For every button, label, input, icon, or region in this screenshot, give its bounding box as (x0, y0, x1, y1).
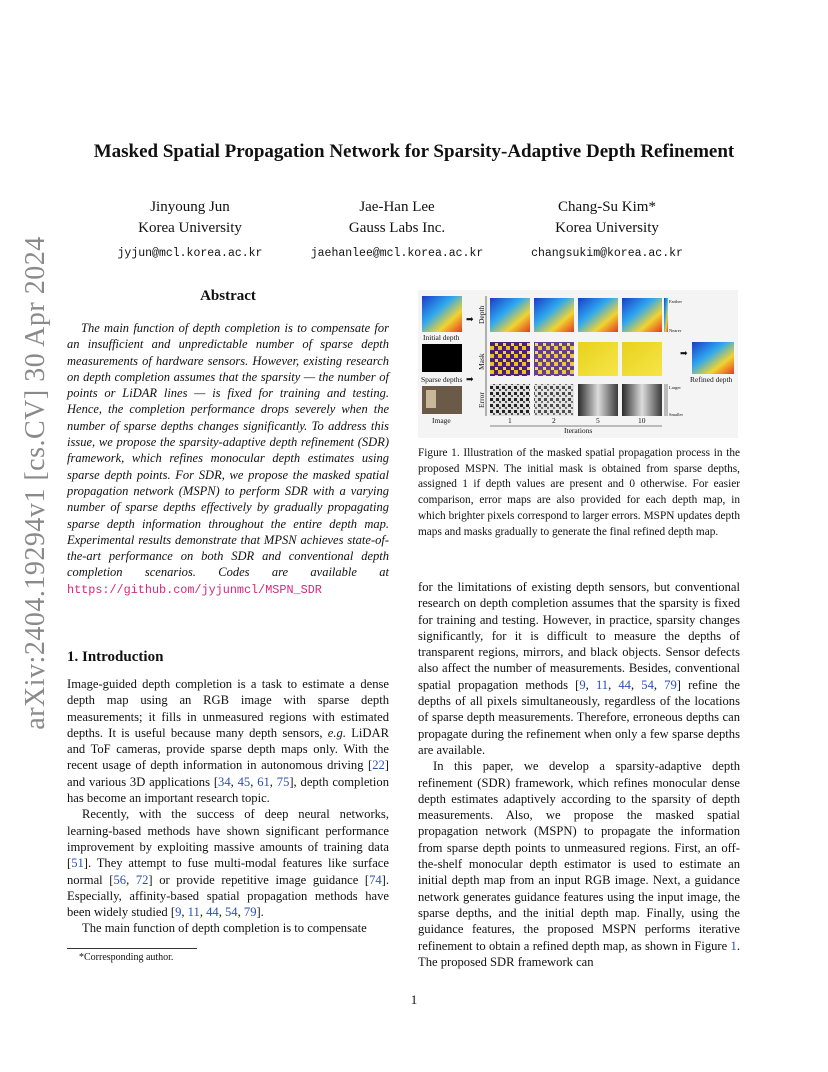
mask-iter-10 (622, 342, 662, 376)
page-number: 1 (410, 992, 418, 1007)
citation-link[interactable]: 44 (206, 905, 219, 920)
paragraph: for the limitations of existing depth sensors, but conventional research on depth completion assumes that the sparsity is fixed for training and testing. However, in practice, sparsity changes significantly, for it is difficult to measure the depths of transparent regions, mirrors, and black objects. Sensor defects also affect the number of measurements. Besides, conventional spatial propagation methods [9, 11, 44, 54, 79] refine the depths of all pixels simultaneously, regardless of the locations of sparse depth measurements. Therefore, erroneous depths can propagate during the refinement when only a few sparse depths are available. (418, 580, 740, 757)
label-image: Image (432, 416, 451, 425)
paragraph: In this paper, we develop a sparsity-adaptive depth refinement (SDR) framework, which refines monocular dense depth estimates adaptively according to the sparsity of depth measurements. Also, we propose the masked spatial propagation network (MSPN) to propagate the information from sparse depth points to unmeasured regions. First, an off-the-shelf monocular depth estimator is used to estimate an initial depth map from an input RGB image. Next, a guidance network generates guidance features using the input image, the sparse depths, and the initial depth map. Finally, using the guidance features, the proposed MSPN performs iterative refinement to obtain a refined depth map, as shown in Figure 1. The proposed SDR framework can (418, 759, 740, 969)
author-affiliation: Korea University (555, 220, 659, 236)
paragraph: Image-guided depth completion is a task to estimate a dense depth map using an RGB image with sparse depth measurements; it fills in unmeasured regions with estimated depths. It is useful because many depth sensors, e.g. LiDAR and ToF cameras, provide sparse depth maps only. With the recent usage of depth information in autonomous driving [22] and various 3D applications [34, 45, 61, 75], depth completion has become an important research topic. (67, 677, 390, 806)
iter-tick: 1 (508, 416, 512, 425)
depth-iter-2 (534, 298, 574, 332)
citation-link[interactable]: 51 (71, 856, 84, 871)
error-iter-1 (490, 384, 530, 416)
arrow-right-icon: ➡ (466, 374, 474, 384)
author-3 (497, 197, 717, 264)
citation-link[interactable]: 72 (135, 872, 149, 887)
depth-iter-1 (490, 298, 530, 332)
error-iter-10 (622, 384, 662, 416)
mask-iter-5 (578, 342, 618, 376)
refined-depth-image (692, 342, 734, 374)
citation-link[interactable]: 75 (276, 774, 290, 789)
citation-link[interactable]: 56 (113, 872, 127, 887)
colorbar-larger: Larger (669, 385, 681, 390)
mask-iter-2 (534, 342, 574, 376)
sparse-depths-image (422, 344, 462, 372)
right-column-body (418, 579, 740, 970)
colorbar-far: Farther (669, 299, 682, 304)
citation-link[interactable]: 9 (175, 905, 182, 920)
paragraph: The main function of depth completion is to compensate (82, 921, 367, 936)
abstract-heading: Abstract (200, 288, 256, 304)
error-iter-5 (578, 384, 618, 416)
citation-link[interactable]: 54 (641, 677, 654, 692)
label-refined-depth: Refined depth (690, 375, 733, 384)
author-name: Jae-Han Lee (359, 199, 435, 215)
author-affiliation: Korea University (138, 220, 242, 236)
error-iter-2 (534, 384, 574, 416)
author-email[interactable]: jyjun@mcl.korea.ac.kr (117, 247, 263, 260)
iter-tick: 2 (552, 416, 556, 425)
abstract-text (67, 320, 389, 598)
citation-link[interactable]: 79 (664, 677, 677, 692)
row-label-mask: Mask (477, 353, 486, 370)
citation-link[interactable]: 34 (218, 774, 231, 789)
paragraph: Recently, with the success of deep neural networks, learning-based methods have shown significant performance improvement by exploiting massive amounts of training data [51]. They attempt to fuse multi-modal features like surface normal [56, 72] or provide repetitive image guidance [74]. Especially, affinity-based spatial propagation methods have been widely studied [9, 11, 44, 54, 79]. (67, 807, 390, 920)
iter-tick: 5 (596, 416, 600, 425)
citation-link[interactable]: 22 (372, 758, 385, 773)
author-2 (287, 197, 507, 264)
colorbar-near: Nearer (669, 328, 682, 333)
citation-link[interactable]: 11 (595, 677, 609, 692)
footnote: *Corresponding author. (79, 952, 174, 963)
depth-iter-10 (622, 298, 662, 332)
figure-1-caption: Figure 1. Illustration of the masked spatial propagation process in the proposed MSPN. The initial mask is obtained from sparse depths, assigned 1 if depth values are present and 0 otherwise. For easier comparison, error maps are also provided for each depth map, in which brighter pixels correspond to larger errors. MSPN updates depth maps and masks gradually to generate the final refined depth map. (418, 447, 740, 538)
initial-depth-image (422, 296, 462, 332)
citation-link[interactable]: 74 (369, 872, 382, 887)
author-email[interactable]: changsukim@korea.ac.kr (531, 247, 683, 260)
abstract-body: The main function of depth completion is to compensate for an insufficient and unpredictable number of sparse depth measurements of hardware sensors. However, existing research on depth completion assumes that the sparsity — the number of points or LiDAR lines — is fixed for training and testing. Hence, the completion performance drops severely when the number of sparse depths changes significantly. To address this issue, we propose the sparsity-adaptive depth refinement (SDR) framework, which refines monocular depth estimates using sparse depth points. For SDR, we propose the masked spatial propagation network (MSPN) to perform SDR with a varying number of sparse depths effectively by gradually propagating sparse depth information throughout the entire depth map. Experimental results demonstrate that MPSN achieves state-of-the-art performance on both SDR and conventional depth completion scenarios. Codes are available at (67, 321, 389, 580)
author-name: Jinyoung Jun (150, 199, 230, 215)
rgb-image-detail (426, 390, 436, 408)
paper-title: Masked Spatial Propagation Network for Sparsity-Adaptive Depth Refinement (93, 141, 735, 162)
mask-iter-1 (490, 342, 530, 376)
citation-link[interactable]: 61 (257, 774, 270, 789)
label-sparse-depths: Sparse depths (421, 375, 463, 384)
figure-1 (418, 290, 738, 438)
depth-iter-5 (578, 298, 618, 332)
arrow-right-icon: ➡ (680, 348, 688, 358)
code-link[interactable]: https://github.com/jyjunmcl/MSPN_SDR (67, 582, 322, 597)
error-colorbar (664, 384, 668, 416)
citation-link[interactable]: 54 (225, 905, 238, 920)
arrow-right-icon: ➡ (466, 314, 474, 324)
citation-link[interactable]: 9 (579, 677, 586, 692)
arxiv-watermark: arXiv:2404.19294v1 [cs.CV] 30 Apr 2024 (20, 236, 51, 730)
figure-link[interactable]: 1 (730, 938, 737, 953)
author-name: Chang-Su Kim* (558, 199, 656, 215)
author-affiliation: Gauss Labs Inc. (348, 220, 446, 236)
label-initial-depth: Initial depth (423, 333, 460, 342)
section-heading-introduction: 1. Introduction (67, 649, 164, 665)
citation-link[interactable]: 11 (187, 905, 200, 920)
author-1 (80, 197, 300, 264)
row-label-depth: Depth (477, 305, 486, 324)
label-iterations: Iterations (564, 426, 593, 435)
citation-link[interactable]: 79 (243, 905, 257, 920)
colorbar-smaller: Smaller (669, 412, 683, 417)
citation-link[interactable]: 45 (237, 774, 251, 789)
left-column-body (67, 676, 389, 937)
row-label-error: Error (477, 392, 486, 408)
iter-tick: 10 (638, 416, 646, 425)
depth-colorbar (664, 298, 668, 332)
footnote-rule (67, 948, 197, 949)
citation-link[interactable]: 44 (618, 677, 631, 692)
author-email[interactable]: jaehanlee@mcl.korea.ac.kr (310, 247, 484, 260)
